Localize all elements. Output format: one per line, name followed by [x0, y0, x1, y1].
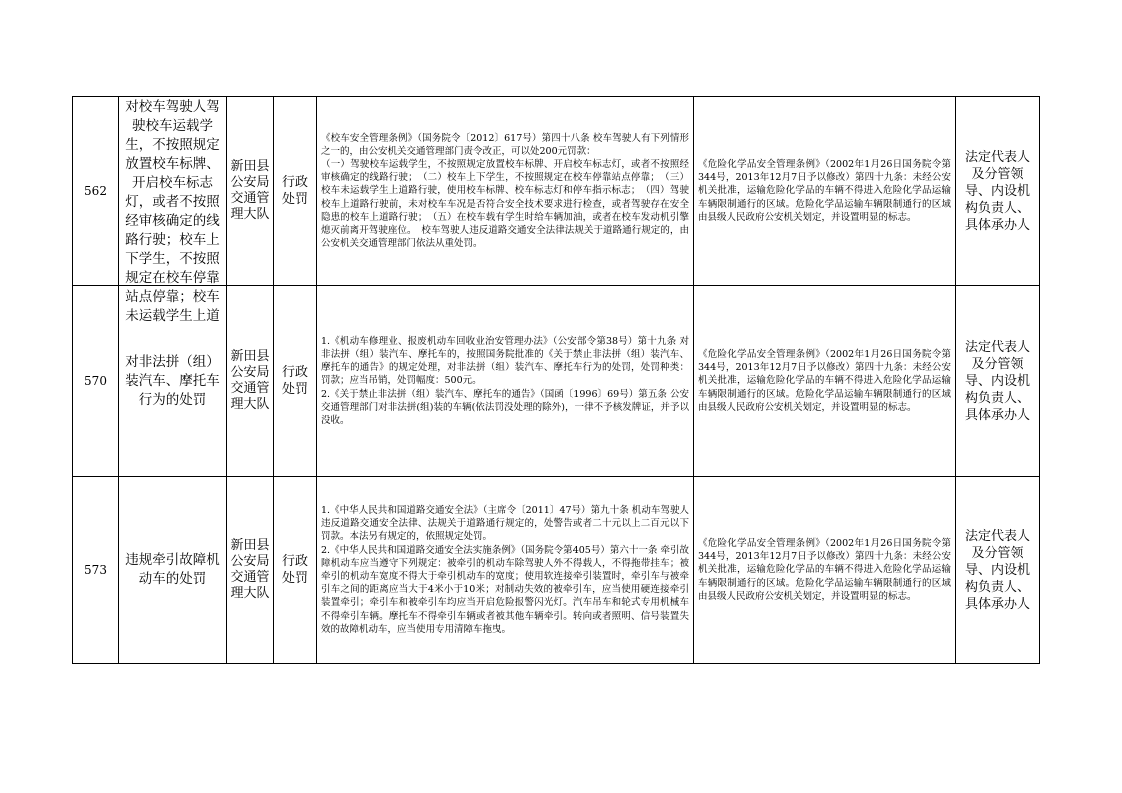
- row-number: 570: [73, 286, 119, 477]
- row-number: 562: [73, 97, 119, 286]
- legal-basis-para: 2.《中华人民共和国道路交通安全法实施条例》（国务院令第405号）第六十一条 牵引故障机动车应当遵守下列规定：被牵引的机动车除驾驶人外不得载人，不得拖带挂车；被牵引的机动车宽度不得大于牵引机动车的宽度；使用软连接牵引装置时，牵引车与被牵引车之间的距离应当大于4米小于10米；对制动失效的被牵引车，应当使用硬连接牵引装置牵引；牵引车和被牵引车均应当开启危险报警闪光灯。汽车吊车和轮式专用机械车不得牵引车辆。摩托车不得牵引车辆或者被其他车辆牵引。转向或者照明、信号装置失效的故障机动车，应当使用专用清障车拖曳。: [321, 544, 689, 635]
- power-type: 行政处罚: [274, 477, 317, 664]
- legal-basis-para: 《校车安全管理条例》（国务院令〔2012〕617号）第四十八条 校车驾驶人有下列情形之一的，由公安机关交通管理部门责令改正，可以处200元罚款：: [321, 132, 689, 157]
- regulation-text: 《危险化学品安全管理条例》（2002年1月26日国务院令第344号，2013年12月7日予以修改）第四十九条：未经公安机关批准，运输危险化学品的车辆不得进入危险化学品运输车辆限制通行的区域。危险化学品运输车辆限制通行的区域由县级人民政府公安机关划定，并设置明显的标志。: [694, 286, 956, 477]
- power-list-table: [72, 96, 1040, 664]
- row-number: 573: [73, 477, 119, 664]
- item-name: 对非法拼（组）装汽车、摩托车行为的处罚: [119, 286, 227, 477]
- legal-basis: [317, 286, 694, 477]
- enforcement-agency: 新田县公安局交通管理大队: [227, 286, 274, 477]
- power-type: 行政处罚: [274, 286, 317, 477]
- legal-basis-para: （一）驾驶校车运载学生，不按照规定放置校车标牌、开启校车标志灯，或者不按照经审核确定的线路行驶； （二）校车上下学生，不按照规定在校车停靠站点停靠； （三）校车未运载学生上道路行驶，使用校车标牌、校车标志灯和停车指示标志； （四）驾驶校车上道路行驶前，未对校车车况是否符合安全技术要求进行检查，或者驾驶存在安全隐患的校车上道路行驶； （五）在校车载有学生时给车辆加油，或者在校车发动机引擎熄灭前离开驾驶座位。 校车驾驶人违反道路交通安全法律法规关于道路通行规定的，由公安机关交通管理部门依法从重处罚。: [321, 158, 689, 250]
- legal-basis: [317, 477, 694, 664]
- responsible-party: 法定代表人及分管领导、内设机构负责人、具体承办人: [956, 286, 1040, 477]
- enforcement-agency: 新田县公安局交通管理大队: [227, 477, 274, 664]
- legal-basis-para: 1.《机动车修理业、报废机动车回收业治安管理办法》（公安部令第38号）第十九条 对非法拼（组）装汽车、摩托车的，按照国务院批准的《关于禁止非法拼（组）装汽车、摩托车的通告》的规定处理，对非法拼（组）装汽车、摩托车行为的处罚，处罚种类：罚款；应当吊销，处罚幅度：500元。: [321, 335, 689, 387]
- item-name: [119, 97, 227, 324]
- item-name: 违规牵引故障机动车的处罚: [119, 477, 227, 664]
- legal-basis-para: 1.《中华人民共和国道路交通安全法》（主席令〔2011〕47号）第九十条 机动车驾驶人违反道路交通安全法律、法规关于道路通行规定的，处警告或者二十元以上二百元以下罚款。本法另有规定的，依照规定处罚。: [321, 504, 689, 543]
- responsible-party: 法定代表人及分管领导、内设机构负责人、具体承办人: [956, 97, 1040, 286]
- item-name-text: 对校车驾驶人驾驶校车运载学生，不按照规定放置校车标牌、开启校车标志灯，或者不按照经审核确定的线路行驶；校车上下学生，不按照规定在校车停靠站点停靠；校车未运载学生上道: [125, 98, 220, 324]
- regulation-text: 《危险化学品安全管理条例》（2002年1月26日国务院令第344号，2013年12月7日予以修改）第四十九条：未经公安机关批准，运输危险化学品的车辆不得进入危险化学品运输车辆限制通行的区域。危险化学品运输车辆限制通行的区域由县级人民政府公安机关划定，并设置明显的标志。: [694, 97, 956, 286]
- responsible-party: 法定代表人及分管领导、内设机构负责人、具体承办人: [956, 477, 1040, 664]
- regulation-text: 《危险化学品安全管理条例》（2002年1月26日国务院令第344号，2013年12月7日予以修改）第四十九条：未经公安机关批准，运输危险化学品的车辆不得进入危险化学品运输车辆限制通行的区域。危险化学品运输车辆限制通行的区域由县级人民政府公安机关划定，并设置明显的标志。: [694, 477, 956, 664]
- table-row: [73, 97, 1040, 286]
- table-row: [73, 477, 1040, 664]
- legal-basis-para: 2.《关于禁止非法拼（组）装汽车、摩托车的通告》（国函〔1996〕69号）第五条 公安交通管理部门对非法拼(组)装的车辆(依法罚没处理的除外)，一律不予核发牌证，并予以没收。: [321, 388, 689, 426]
- enforcement-agency: 新田县公安局交通管理大队: [227, 97, 274, 286]
- legal-basis: [317, 97, 694, 286]
- power-type: 行政处罚: [274, 97, 317, 286]
